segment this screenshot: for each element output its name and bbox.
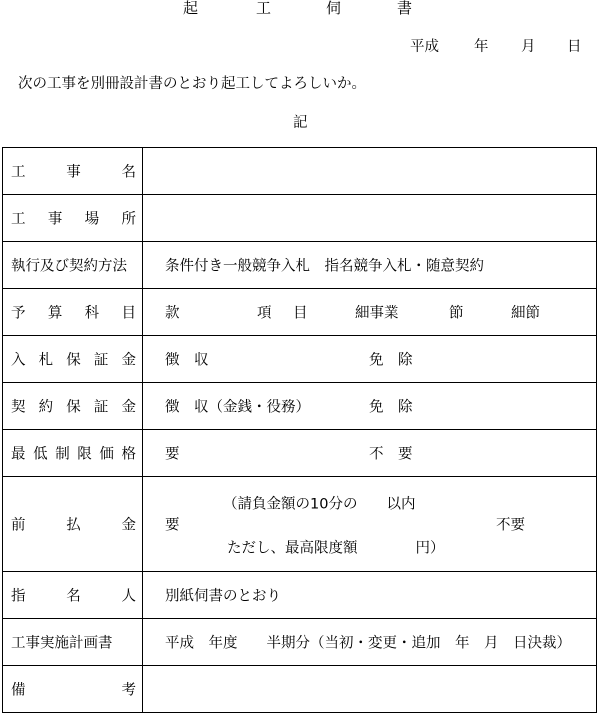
label-char: 人 [121, 588, 136, 605]
label-text: 執行及び契約方法 [11, 258, 127, 275]
label-char: 金 [121, 352, 136, 369]
label-char: 算 [47, 305, 63, 322]
maebarai-yo: 要 [165, 517, 180, 534]
yosan-kan: 款 [165, 305, 180, 322]
row-maebarai [3, 477, 597, 572]
label-char: 契 [11, 399, 26, 416]
label-shikko [11, 255, 140, 276]
label-char: 工 [11, 164, 26, 181]
nyusatsu-choshu: 徴 収 [165, 352, 209, 369]
intro-text: 次の工事を別冊設計書のとおり起工してよろしいか。 [18, 76, 366, 92]
label-cell [3, 430, 143, 477]
label-char: 金 [121, 517, 136, 534]
label-cell [3, 195, 143, 242]
shimei-text: 別紙伺書のとおり [165, 588, 281, 605]
value-shimei[interactable] [143, 572, 597, 619]
label-char: 考 [121, 682, 136, 699]
label-cell [3, 289, 143, 336]
label-char: 保 [66, 399, 81, 416]
yosan-kou: 項 [257, 305, 272, 322]
label-yosan [11, 302, 136, 323]
row-keiyaku [3, 383, 597, 430]
form-table [2, 147, 597, 713]
label-char: 金 [121, 399, 136, 416]
label-char: 前 [11, 517, 26, 534]
label-cell [3, 572, 143, 619]
label-biko [11, 679, 136, 700]
label-char: 事 [47, 211, 63, 228]
label-char: 指 [11, 588, 26, 605]
value-maebarai[interactable] [143, 477, 597, 572]
date-day: 日 [567, 39, 582, 55]
title-char: 書 [397, 0, 413, 17]
label-char: 科 [84, 305, 100, 322]
label-cell [3, 383, 143, 430]
date-era: 平成 [410, 39, 439, 55]
value-yosan[interactable] [143, 289, 597, 336]
yosan-saijigyo: 細事業 [355, 305, 399, 322]
label-char: 備 [11, 682, 26, 699]
row-nyusatsu [3, 336, 597, 383]
value-jisshi[interactable] [143, 619, 597, 666]
date-year: 年 [474, 39, 489, 55]
label-cell [3, 242, 143, 289]
label-char: 約 [38, 399, 54, 416]
label-char: 価 [99, 446, 114, 463]
row-koji-mei [3, 148, 597, 195]
label-koji-basho [11, 208, 136, 229]
label-char: 所 [121, 211, 136, 228]
label-char: 払 [66, 517, 81, 534]
label-cell [3, 477, 143, 572]
value-keiyaku[interactable] [143, 383, 597, 430]
label-char: 場 [84, 211, 100, 228]
maebarai-line2: ただし、最高限度額 円） [227, 540, 445, 557]
row-shikko [3, 242, 597, 289]
label-char: 名 [66, 588, 81, 605]
row-jisshi [3, 619, 597, 666]
label-char: 札 [38, 352, 54, 369]
label-char: 格 [121, 446, 136, 463]
label-koji-mei [11, 161, 136, 182]
title-char: 工 [256, 0, 272, 17]
label-char: 工 [11, 211, 26, 228]
maebarai-line1: （請負金額の10分の 以内 [223, 496, 416, 513]
row-koji-basho [3, 195, 597, 242]
jisshi-text: 平成 年度 半期分（当初・変更・追加 年 月 日決裁） [165, 635, 571, 652]
value-koji-basho[interactable] [143, 195, 597, 242]
yosan-moku: 目 [293, 305, 308, 322]
label-keiyaku [11, 396, 136, 417]
label-saitei [11, 443, 136, 464]
maebarai-fuyo: 不要 [496, 517, 525, 534]
label-char: 入 [11, 352, 26, 369]
value-biko[interactable] [143, 666, 597, 713]
label-nyusatsu [11, 349, 136, 370]
row-biko [3, 666, 597, 713]
ki-heading: 記 [293, 115, 308, 131]
label-char: 低 [33, 446, 48, 463]
keiyaku-menjo: 免 除 [369, 399, 413, 416]
yosan-setsu: 節 [449, 305, 464, 322]
value-nyusatsu[interactable] [143, 336, 597, 383]
row-shimei [3, 572, 597, 619]
label-shimei [11, 585, 136, 606]
value-shikko[interactable] [143, 242, 597, 289]
label-char: 証 [93, 352, 109, 369]
label-char: 名 [121, 164, 136, 181]
label-char: 限 [77, 446, 92, 463]
label-char: 証 [93, 399, 109, 416]
keiyaku-choshu: 徴 収（金銭・役務） [165, 399, 310, 416]
label-char: 保 [66, 352, 81, 369]
row-yosan [3, 289, 597, 336]
label-cell [3, 666, 143, 713]
label-char: 事 [66, 164, 81, 181]
title-char: 起 [183, 0, 199, 17]
saitei-yo: 要 [165, 446, 180, 463]
label-char: 予 [11, 305, 26, 322]
label-jisshi [11, 632, 136, 653]
label-char: 最 [11, 446, 26, 463]
nyusatsu-menjo: 免 除 [369, 352, 413, 369]
value-saitei[interactable] [143, 430, 597, 477]
value-koji-mei[interactable] [143, 148, 597, 195]
row-saitei [3, 430, 597, 477]
label-maebarai [11, 514, 136, 535]
label-char: 目 [121, 305, 136, 322]
label-text: 工事実施計画書 [11, 635, 113, 652]
label-cell [3, 619, 143, 666]
saitei-fuyo: 不 要 [369, 446, 413, 463]
label-char: 制 [55, 446, 70, 463]
title-char: 伺 [326, 0, 342, 17]
shikko-text: 条件付き一般競争入札 指名競争入札・随意契約 [165, 258, 484, 275]
label-cell [3, 336, 143, 383]
yosan-saisetsu: 細節 [511, 305, 540, 322]
label-cell [3, 148, 143, 195]
date-month: 月 [521, 39, 536, 55]
